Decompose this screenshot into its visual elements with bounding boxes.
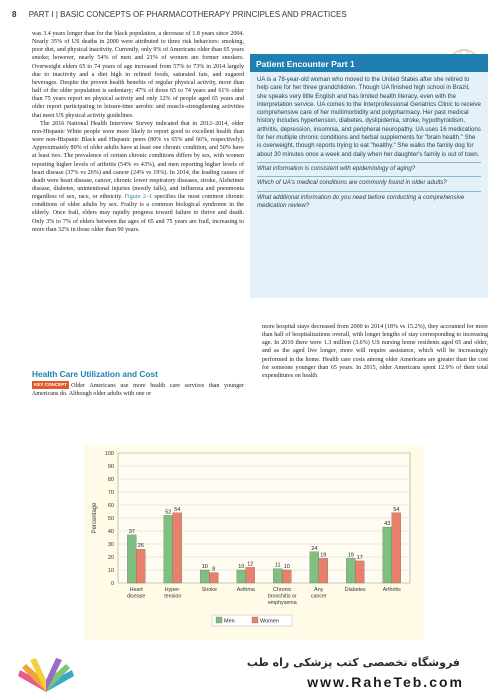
data-label: 17 <box>356 554 363 561</box>
y-tick-label: 0 <box>110 581 114 587</box>
data-label: 37 <box>128 528 135 535</box>
x-tick-label: tension <box>164 593 182 600</box>
figure-link[interactable]: Figure 2–1 <box>124 194 153 201</box>
x-tick-label: disease <box>127 593 146 600</box>
question-1: What information is consistent with epidemiology of aging? <box>257 162 481 173</box>
data-label: 10 <box>283 564 290 570</box>
footer-persian-text: فروشگاه تخصصی کتب پزشکی راه طب <box>246 656 460 669</box>
question-3: What additional information do you need before conducting a comprehensive medication review? <box>257 191 481 211</box>
bar-women <box>282 570 291 583</box>
y-tick-label: 70 <box>107 490 114 496</box>
bar-women <box>136 549 145 583</box>
bar-women <box>355 561 364 583</box>
right-column <box>262 323 488 380</box>
x-tick-label: bronchitis or <box>267 593 297 600</box>
patient-encounter-body: UA is a 78-year-old woman who moved to the United States after she retired to help care for her three grandchildren. Though UA finished high school in Brazil, she speaks very little English and has limited health literacy, even with the interpretation service. UA comes to the Interprofessional Geriatrics Clinic to receive comprehensive care of her multimorbidity and polypharmacy. Her past medical history includes hypertension, diabetes, dyslipidemia, stroke, hypothyroidism, arthritis, depression, insomnia, and peripheral neuropathy. UA uses 16 medications for her multiple chronic conditions and herbal supplements for "brain health." She is overweight, though reports trying to eat "healthy." She walks the family dog for about 30 minutes once a week and daily when her daughter's family is out of town. <box>257 76 481 158</box>
running-title: BASIC CONCEPTS OF PHARMACOTHERAPY PRINCIPLES AND PRACTICES <box>60 10 347 19</box>
paragraph: more hospital stays decreased from 2000 to 2014 (18% vs 15.2%), they accounted for more than half of hospitalizations overall, with longer lengths of stay corresponding to increasing age. In 2010 there were 1.3 million (3.6%) US nursing home residents aged 65 and older, and as the aged live longer, more will require assistance, which will be increasingly performed in the home. Health care costs among older Americans are greater than the cost for someone younger than 65 years. In 2015, older Americans spent 12.9% of their total expenditures on health <box>262 324 488 379</box>
patient-encounter-box <box>250 54 488 298</box>
paragraph: KEY CONCEPT Older Americans use more health care services than younger Americans do. Although older adults with one or <box>32 382 244 398</box>
page-header: 8 PART I | BASIC CONCEPTS OF PHARMACOTHERAPY PRINCIPLES AND PRACTICES <box>12 10 347 19</box>
footer-banner <box>0 650 500 700</box>
y-tick-label: 30 <box>107 542 114 548</box>
left-column-top <box>32 30 244 234</box>
x-tick-label: emphysema <box>267 600 297 606</box>
bar-men <box>346 558 355 583</box>
x-tick-label: Stroke <box>201 587 217 593</box>
x-tick-label: Diabetes <box>344 587 366 593</box>
bar-men <box>310 552 319 583</box>
question-2: Which of UA's medical conditions are commonly found in older adults? <box>257 176 481 187</box>
x-tick-label: Heart <box>129 587 143 593</box>
bar-men <box>237 570 246 583</box>
x-tick-label: Asthma <box>236 587 255 593</box>
x-tick-label: Arthritis <box>382 587 401 593</box>
y-tick-label: 60 <box>107 503 114 509</box>
bar-men <box>200 570 209 583</box>
x-tick-label: Hyper- <box>164 587 181 593</box>
footer-url[interactable]: www.RaheTeb.com <box>307 674 464 690</box>
legend-swatch-men <box>216 617 222 623</box>
figure-2-1-chart <box>84 445 424 640</box>
y-tick-label: 80 <box>107 477 114 483</box>
bar-women <box>319 558 328 583</box>
bar-women <box>209 573 218 583</box>
y-axis-label: Percentage <box>92 502 98 534</box>
bar-men <box>127 535 136 583</box>
legend-label: Women <box>260 618 279 625</box>
legend-label: Men <box>224 618 235 625</box>
data-label: 19 <box>320 552 327 559</box>
bar-chart <box>84 445 424 640</box>
bar-women <box>246 567 255 583</box>
paragraph: The 2016 National Health Interview Survey indicated that in 2012–2014, older non-Hispanic White people were more likely to report good to excellent health than were non-Hispanic Black and Hispanic peers (80% vs 65% and 66%, respectively). Approximately 80% of older adults have at least one chronic condition, and 50% have at least two. The prevalence of certain chronic conditions differs by sex, with women reporting higher levels of arthritis (54% vs 43%), and men reporting higher levels of heart disease (37% vs 26%) and cancer (24% vs 19%). In 2014, the leading causes of death were heart disease, cancer, chronic lower respiratory diseases, stroke, Alzheimer disease, diabetes, unintentional injuries (mostly falls), and influenza and pneumonia regardless of sex, race, or ethnicity. Figure 2–1 specifies the most common chronic conditions of older adults by sex. Frailty is a common biological syndrome in the elderly. Once frail, elders may rapidly progress toward failure to thrive and death. Only 3% to 7% of elders between the ages of 65 and 75 years are frail, increasing to more than 32% in those older than 90 years. <box>32 120 244 233</box>
page-number: 8 <box>12 10 17 19</box>
section-heading: Health Care Utilization and Cost <box>32 369 158 379</box>
bar-men <box>164 515 173 583</box>
data-label: 26 <box>137 543 144 550</box>
data-label: 11 <box>274 562 281 569</box>
y-tick-label: 100 <box>104 451 114 457</box>
y-tick-label: 90 <box>107 464 114 470</box>
data-label: 12 <box>247 561 254 568</box>
x-tick-label: Any <box>314 587 324 593</box>
data-label: 24 <box>311 545 318 552</box>
bar-men <box>383 527 392 583</box>
key-concept-badge: KEY CONCEPT <box>32 381 69 389</box>
data-label: 8 <box>212 566 216 573</box>
patient-encounter-title: Patient Encounter Part 1 <box>250 56 488 72</box>
part-label: PART I <box>28 10 54 19</box>
bar-women <box>173 513 182 583</box>
left-column-bottom <box>32 381 244 398</box>
data-label: 10 <box>201 564 208 570</box>
paragraph: was 3.4 years longer than for the black population, a decrease of 1.8 years since 2004. Nearly 35% of US deaths in 2000 were attributed to three risk behaviors: smoking, poor diet, and physical inactivity. Currently, only 9% of Americans older than 65 years smoke; however, nearly 54% of men and 21% of women are former smokers. Overweight elders 65 to 74 years of age increased from 57% to 73% in 2014 largely due to inactivity and a diet high in refined foods, saturated fats, and sugared beverages. Despite the proven health benefits of regular physical activity, more than half of the older population is sedentary; 47% of those 65 to 74 years and 61% older than 75 years report no physical activity and only 12% of people aged 65 years and older report participating in leisure-time aerobic and muscle-strengthening activities that meet US physical activity guidelines. <box>32 31 244 119</box>
data-label: 52 <box>165 509 172 516</box>
bar-women <box>392 513 401 583</box>
legend-swatch-women <box>252 617 258 623</box>
data-label: 10 <box>238 564 245 570</box>
y-tick-label: 20 <box>107 555 114 561</box>
y-tick-label: 10 <box>107 568 114 574</box>
book-logo-icon <box>14 656 78 696</box>
bar-men <box>273 569 282 583</box>
data-label: 54 <box>393 506 400 513</box>
x-tick-label: cancer <box>310 593 327 600</box>
data-label: 19 <box>347 552 354 559</box>
data-label: 54 <box>174 506 181 513</box>
y-tick-label: 50 <box>107 516 114 522</box>
y-tick-label: 40 <box>107 529 114 535</box>
data-label: 43 <box>384 521 391 528</box>
x-tick-label: Chronic <box>273 587 292 593</box>
